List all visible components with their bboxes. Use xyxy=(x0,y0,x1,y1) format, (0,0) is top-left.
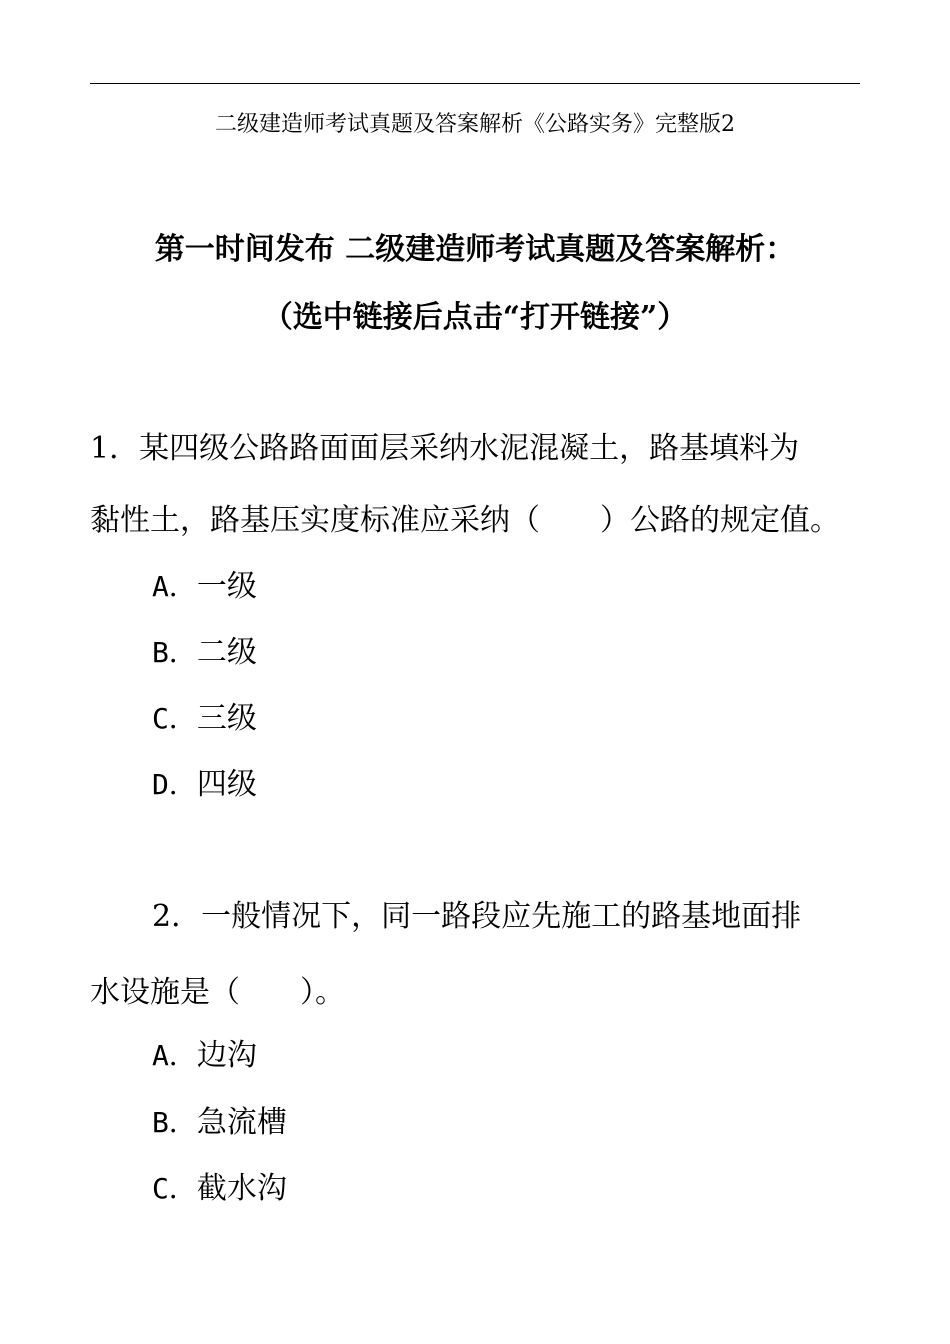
option-letter: A． xyxy=(152,1039,197,1072)
option-letter: D． xyxy=(152,768,197,801)
header-rule xyxy=(90,83,860,84)
page-header-title: 二级建造师考试真题及答案解析《公路实务》完整版2 xyxy=(215,112,735,137)
option-text: 边沟 xyxy=(196,1038,257,1073)
question-1-option-a xyxy=(152,567,257,607)
option-text: 截水沟 xyxy=(196,1171,287,1206)
question-2-line-1: 2．一般情况下，同一路段应先施工的路基地面排 xyxy=(152,899,802,934)
option-letter: C． xyxy=(152,1172,197,1205)
question-1-option-c xyxy=(152,699,257,739)
question-2-line-2: 水设施是（ ）。 xyxy=(90,975,345,1010)
option-letter: A． xyxy=(152,570,197,603)
option-text: 四级 xyxy=(196,767,257,802)
question-2-option-a xyxy=(152,1036,257,1076)
option-text: 二级 xyxy=(196,635,257,670)
question-1-option-d xyxy=(152,765,257,805)
option-text: 一级 xyxy=(196,569,257,604)
banner-line-1: 第一时间发布 二级建造师考试真题及答案解析： xyxy=(154,232,796,267)
option-letter: B． xyxy=(152,1106,197,1139)
question-1-option-b xyxy=(152,633,257,673)
option-text: 急流槽 xyxy=(196,1105,287,1140)
option-text: 三级 xyxy=(196,701,257,736)
option-letter: B． xyxy=(152,636,197,669)
question-2-option-c xyxy=(152,1169,287,1209)
banner-line-2: （选中链接后点击“打开链接”） xyxy=(262,300,688,335)
question-2-option-b xyxy=(152,1103,287,1143)
option-letter: C． xyxy=(152,702,197,735)
question-1-line-2: 黏性土，路基压实度标准应采纳（ ）公路的规定值。 xyxy=(90,503,840,538)
question-1-line-1: 1．某四级公路路面面层采纳水泥混凝土，路基填料为 xyxy=(90,431,800,466)
